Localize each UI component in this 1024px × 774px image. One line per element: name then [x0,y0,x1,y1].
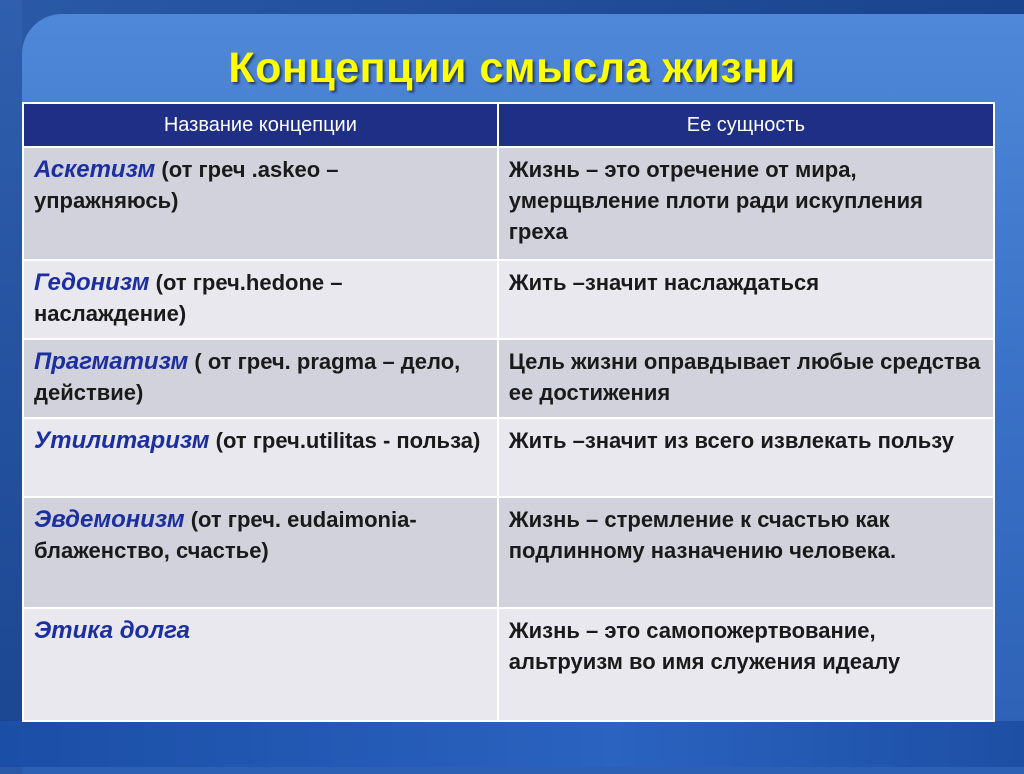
concept-origin: (от греч .askeo – упражняюсь) [34,157,339,213]
essence-cell: Жизнь – это отречение от мира, умерщвление плоти ради искупления греха [498,147,994,260]
concept-term: Аскетизм [34,156,156,183]
concept-term: Гедонизм [34,269,150,296]
slide-title: Концепции смысла жизни [228,44,796,92]
concept-term: Утилитаризм [34,427,210,454]
essence-cell: Жить –значит из всего извлекать пользу [498,418,994,497]
essence-cell: Жизнь – это самопожертвование, альтруизм во имя служения идеалу [498,608,994,721]
background-stripe [0,0,22,767]
concept-cell [23,418,498,497]
header-essence: Ее сущность [498,103,994,147]
concept-cell [23,147,498,260]
table-header-row [23,103,994,147]
concept-term: Эвдемонизм [34,506,185,533]
concept-cell [23,260,498,339]
table-row [23,147,994,260]
concept-cell [23,339,498,418]
background-bottom-band [0,721,1024,767]
header-concept-name: Название концепции [23,103,498,147]
concepts-table [22,102,995,722]
concept-origin: (от греч.hedone – наслаждение) [34,270,343,326]
concept-term: Этика долга [34,617,190,644]
table-row [23,497,994,608]
concept-origin: (от греч.utilitas - польза) [209,428,481,453]
essence-cell: Жить –значит наслаждаться [498,260,994,339]
table-row [23,608,994,721]
concept-origin: ( от греч. pragma – дело, действие) [34,349,461,405]
concept-term: Прагматизм [34,348,189,375]
table-row [23,418,994,497]
concept-cell [23,497,498,608]
table-row [23,339,994,418]
essence-cell: Цель жизни оправдывает любые средства ее достижения [498,339,994,418]
concept-origin: (от греч. eudaimonia-блаженство, счастье) [34,507,417,563]
essence-cell: Жизнь – стремление к счастью как подлинному назначению человека. [498,497,994,608]
concept-cell [23,608,498,721]
table-row [23,260,994,339]
